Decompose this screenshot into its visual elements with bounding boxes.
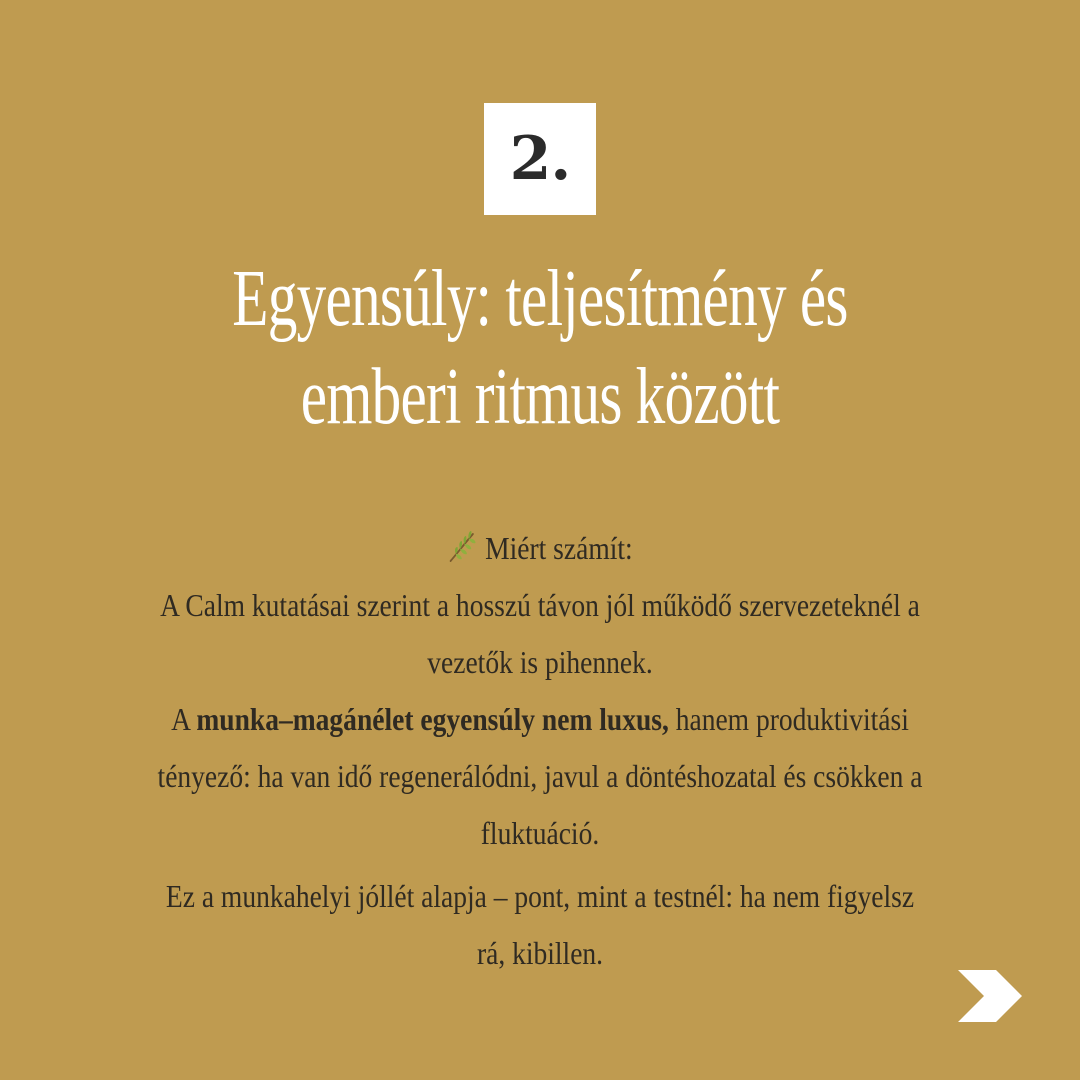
body-line-4: tényező: ha van idő regenerálódni, javul a döntéshozatal és csökken a — [157, 758, 923, 794]
section-heading-label: Miért számít: — [485, 530, 633, 566]
body-line-3-prefix: A — [171, 701, 197, 737]
chevron-right-icon[interactable] — [958, 970, 1022, 1022]
body-line-7: rá, kibillen. — [476, 935, 604, 971]
step-number-badge — [484, 103, 596, 215]
section-heading — [110, 520, 970, 577]
leaf-icon — [447, 530, 476, 564]
slide-title-line-1: Egyensúly: teljesítmény és — [232, 255, 848, 343]
body-line-3-suffix: hanem produktivitási — [668, 701, 909, 737]
body-line-6: Ez a munkahelyi jóllét alapja – pont, mint a testnél: ha nem figyelsz — [165, 878, 915, 914]
slide-title — [185, 250, 895, 446]
slide-title-line-2: emberi ritmus között — [300, 353, 780, 441]
body-line-3 — [110, 691, 970, 748]
body-line-2: vezetők is pihennek. — [427, 644, 653, 680]
body-line-1: A Calm kutatásai szerint a hosszú távon jól működő szervezeteknél a — [160, 587, 920, 623]
body-emphasis: munka–magánélet egyensúly nem luxus, — [196, 701, 669, 737]
body-line-5: fluktuáció. — [480, 815, 600, 851]
slide-body — [40, 520, 1040, 982]
step-number: 2. — [509, 124, 571, 194]
